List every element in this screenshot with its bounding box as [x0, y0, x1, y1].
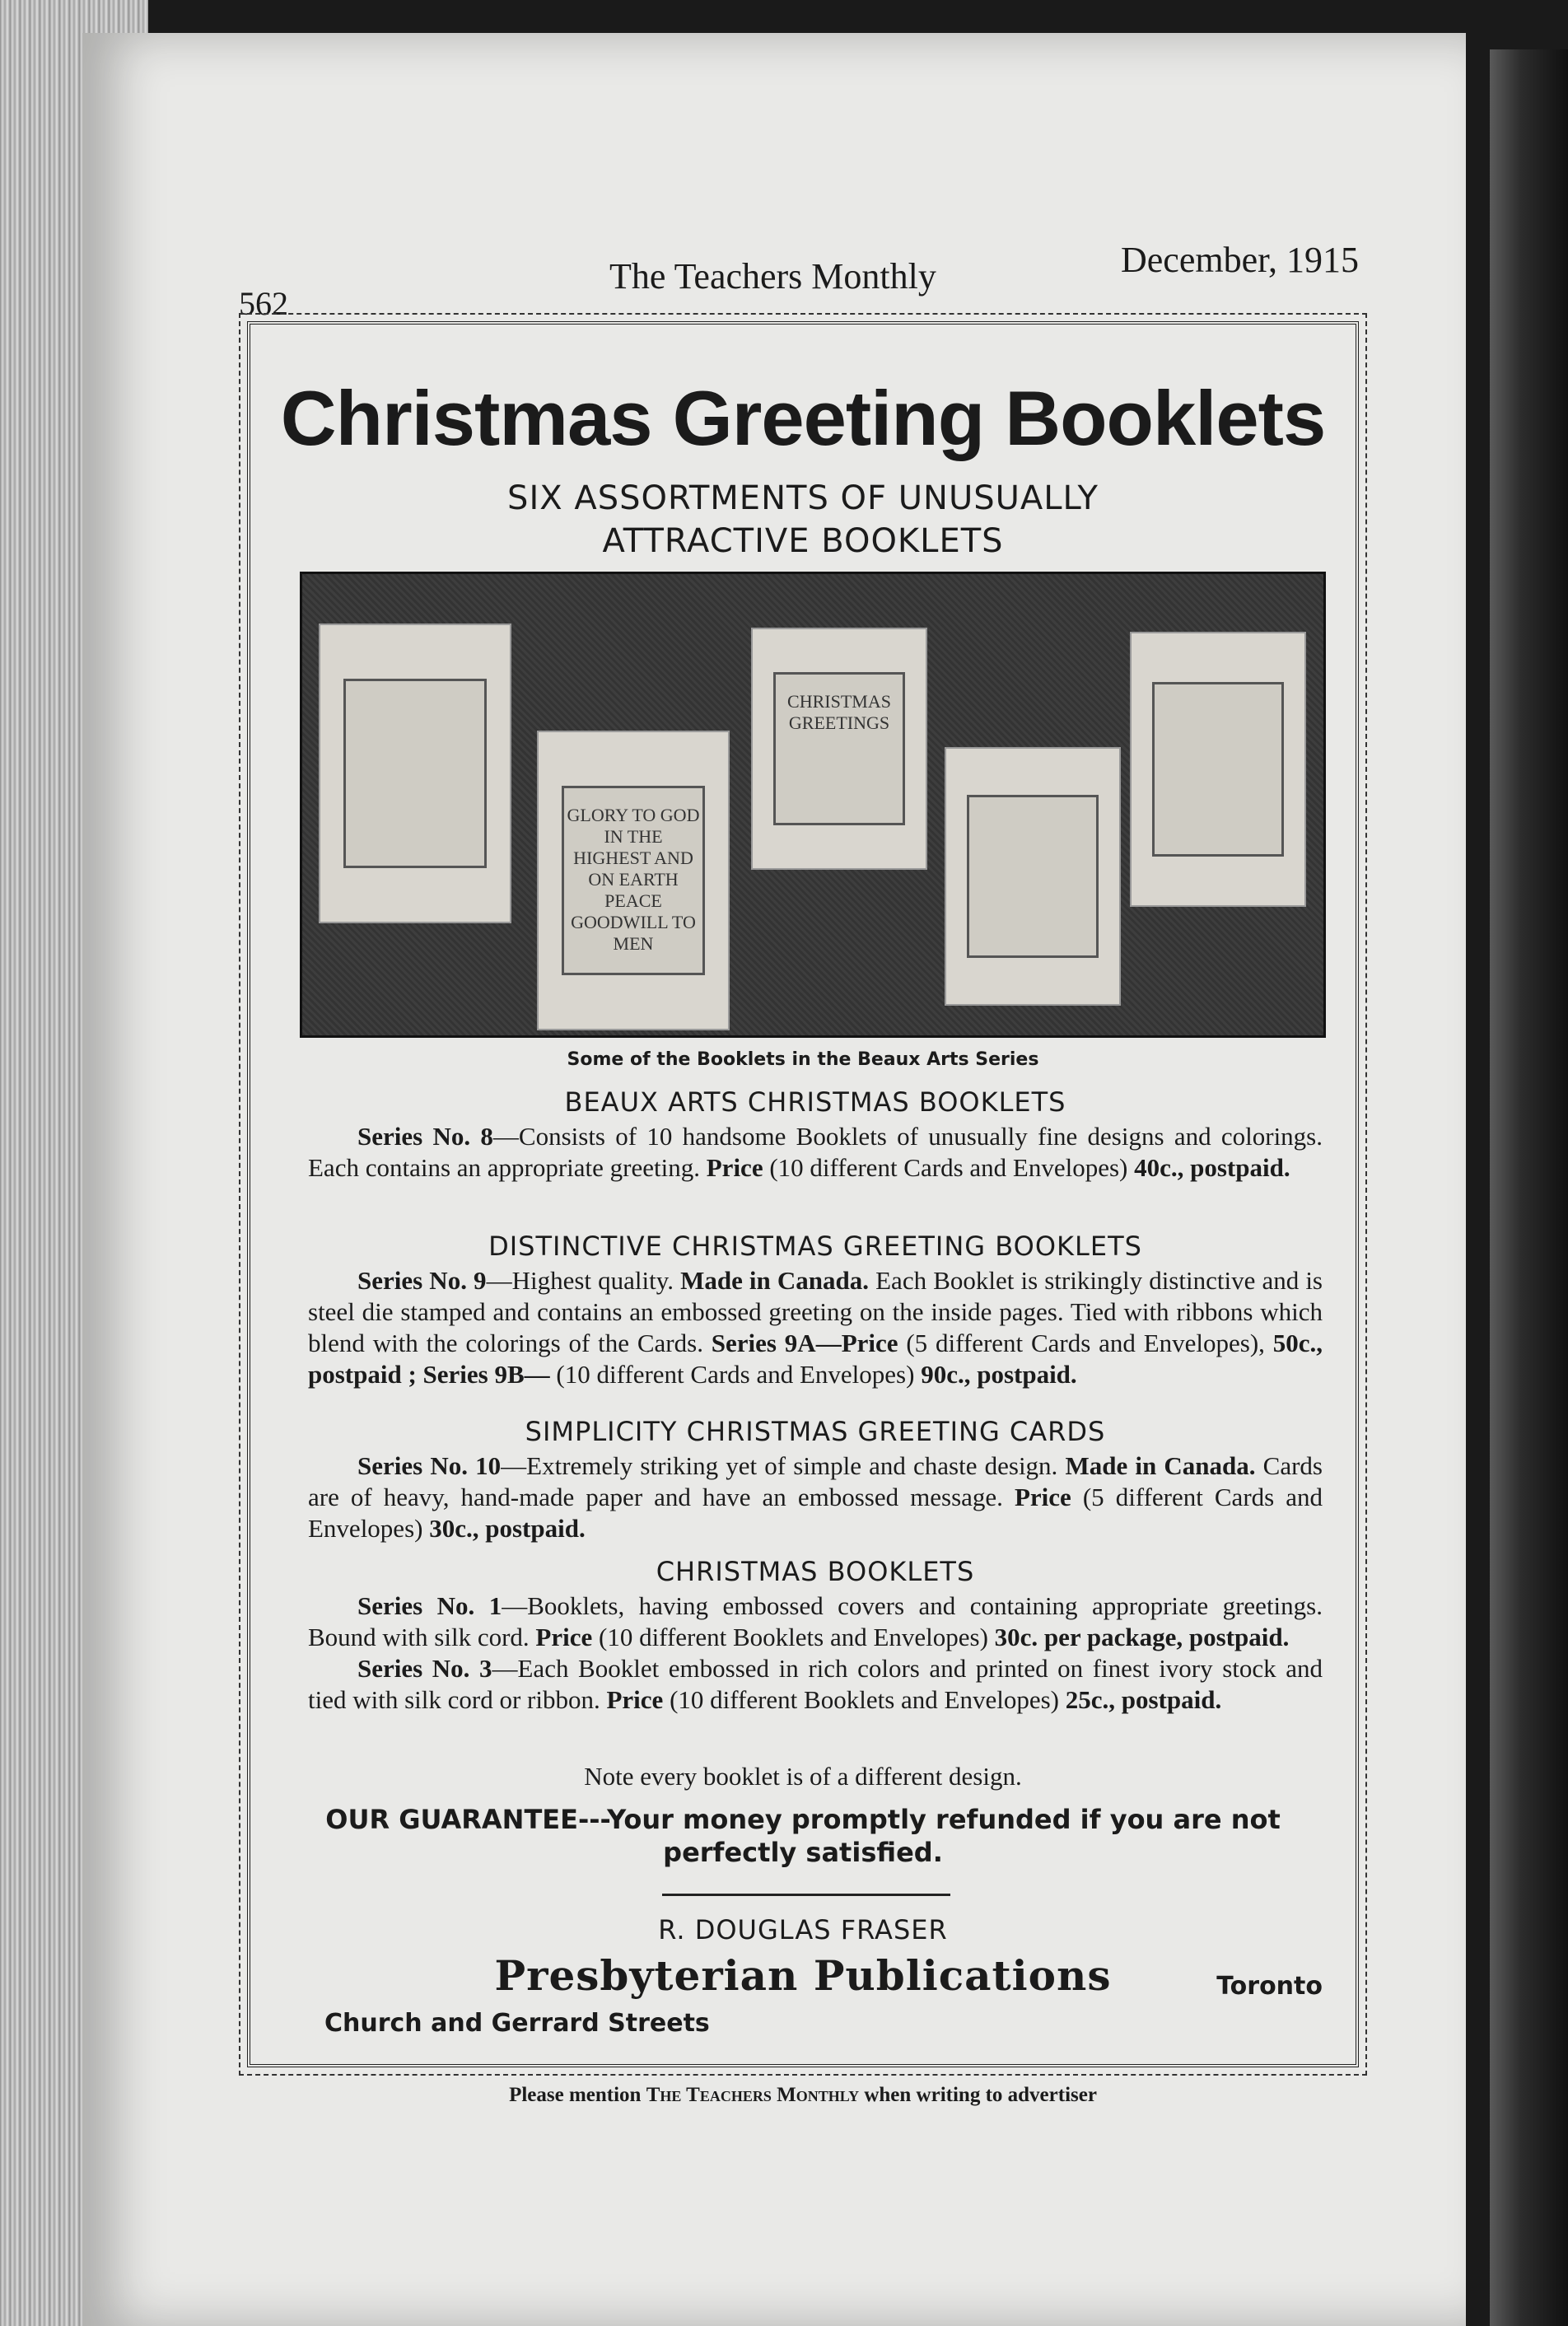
photo-caption: Some of the Booklets in the Beaux Arts Series: [567, 1049, 1039, 1070]
booklets-photo: [300, 572, 1326, 1038]
advertisement: [247, 321, 1359, 2067]
section-simplicity: [308, 1416, 1323, 1544]
footer-note: Please mention The Teachers Monthly when writing to advertiser: [509, 2084, 1097, 2106]
section-heading: CHRISTMAS BOOKLETS: [656, 1556, 975, 1587]
booklet-image: [1130, 632, 1306, 907]
section-distinctive: [308, 1231, 1323, 1390]
section-heading: DISTINCTIVE CHRISTMAS GREETING BOOKLETS: [488, 1231, 1142, 1262]
page-number: 562: [239, 285, 288, 322]
booklet-image: CHRISTMAS GREETINGS: [751, 628, 927, 870]
divider: [662, 1894, 950, 1896]
booklet-image: [945, 747, 1121, 1006]
publisher-house: Presbyterian Publications: [494, 1951, 1112, 2000]
booklet-image: GLORY TO GOD IN THE HIGHEST AND ON EARTH PEACE GOODWILL TO MEN: [537, 731, 730, 1030]
section-body: Series No. 8—Consists of 10 handsome Booklets of unusually fine designs and colorings. Each contains an appropriate greeting. Price (10 different Cards and Envelopes) 40c., postpaid.: [308, 1122, 1323, 1182]
section-beaux-arts: [308, 1086, 1323, 1184]
book-binding-shadow: [1490, 49, 1568, 2326]
section-body: Series No. 3—Each Booklet embossed in rich colors and printed on finest ivory stock and tied with silk cord or ribbon. Price (10 different Booklets and Envelopes) 25c., postpaid.: [308, 1654, 1323, 1714]
street-address: Church and Gerrard Streets: [324, 2009, 710, 2038]
section-heading: SIMPLICITY CHRISTMAS GREETING CARDS: [525, 1416, 1106, 1447]
section-heading: BEAUX ARTS CHRISTMAS BOOKLETS: [564, 1086, 1066, 1118]
city: Toronto: [1216, 1972, 1323, 2001]
ad-subheadline: SIX ASSORTMENTS OF UNUSUALLY ATTRACTIVE BOOKLETS: [507, 479, 1099, 560]
section-body: Series No. 10—Extremely striking yet of simple and chaste design. Made in Canada. Cards are of heavy, hand-made paper and have an embossed message. Price (5 different Cards and Envelopes) 30c., postpaid.: [308, 1451, 1323, 1543]
section-body: Series No. 1—Booklets, having embossed covers and containing appropriate greetings. Bound with silk cord. Price (10 different Booklets and Envelopes) 30c. per package, postpaid.: [308, 1591, 1323, 1651]
publisher-name: R. DOUGLAS FRASER: [658, 1914, 948, 1945]
design-note: Note every booklet is of a different design.: [584, 1762, 1022, 1791]
issue-date: December, 1915: [1120, 240, 1359, 280]
running-header: [239, 239, 1359, 329]
ad-headline: Christmas Greeting Booklets: [280, 375, 1326, 461]
section-christmas-booklets: [308, 1556, 1323, 1716]
journal-title: The Teachers Monthly: [609, 256, 936, 297]
booklet-image: [319, 624, 511, 923]
guarantee: OUR GUARANTEE---Your money promptly refunded if you are not perfectly satisfied.: [325, 1804, 1281, 1868]
section-body: Series No. 9—Highest quality. Made in Canada. Each Booklet is strikingly distinctive and is steel die stamped and contains an embossed greeting on the inside pages. Tied with ribbons which blend with the colorings of the Cards. Series 9A—Price (5 different Cards and Envelopes), 50c., postpaid ; Series 9B— (10 different Cards and Envelopes) 90c., postpaid.: [308, 1266, 1323, 1389]
